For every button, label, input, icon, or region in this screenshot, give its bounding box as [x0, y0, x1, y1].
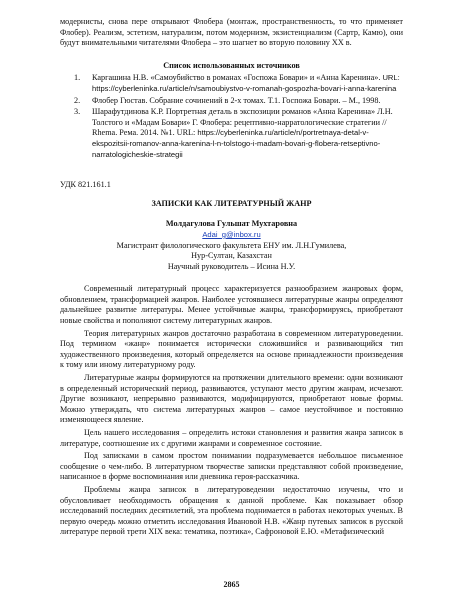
author-location: Нур-Султан, Казахстан: [191, 251, 272, 261]
body-paragraph: Теория литературных жанров достаточно разработана в современном литературоведении. Под термином «жанр» понимается исторически сложившийся и развивающийся тип художественного произведения, который определяется на основе принадлежности произведения к тому или иному литературному роду.: [60, 328, 403, 370]
reference-item-2: [74, 95, 403, 107]
intro-paragraph: модернисты, снова пере открывают Флобера (монтаж, пространственность, то что применяет Флобер). Реализм, эстетизм, натурализм, потом модернизм, экзистенциализм (Сартр, Камю), они будут внимательными читателями Флобера – это шагнет во вторую половину XX в.: [60, 17, 403, 48]
reference-text: Флобер Гюстав. Собрание сочинений в 2-х томах. Т.1. Госпожа Бовари. – М., 1998.: [92, 95, 381, 105]
reference-url[interactable]: https://cyberleninka.ru/article/n/portretnaya-detal-v-ekspozitsii-romanov-anna-karenina-l-n-tolstogo-i-madam-bovari-g-flobera-retseptivno-narratologicheskie-strategii: [92, 128, 381, 159]
reference-item-1: [74, 73, 403, 94]
references-heading: Список использованных источников: [163, 60, 300, 70]
article-author: Молдагулова Гульшат Мухтаровна: [165, 219, 298, 229]
references-list: [60, 73, 403, 160]
page-number: 2865: [223, 580, 240, 589]
body-paragraph: Литературные жанры формируются на протяжении длительного времени: одни возникают в определенный исторический период, развиваются, уступают место другим жанрам, исчезают. Другие возникают, непрерывно развиваются, модифицируются, приобретают новые формы. Можно утверждать, что система литературных жанров – самое неустойчивое и постоянно изменяющееся явление.: [60, 373, 403, 425]
author-affiliation: Магистрант филологического факультета ЕНУ им. Л.Н.Гумилева,: [116, 240, 347, 250]
article-title: ЗАПИСКИ КАК ЛИТЕРАТУРНЫЙ ЖАНР: [151, 198, 312, 208]
body-paragraph: Проблемы жанра записок в литературоведении недостаточно изучены, что и обусловливает необходимость обращения к данной проблеме. Как показывает обзор исследований последних десятилетий, эта проблема поднимается в работах некоторых ученых. В первую очередь можно отметить исследования Ивановой Н.В. «Жанр путевых записок в русской литературе первой трети XIX века: тематика, поэтика», Сафроновой Е.Ю. «Метафизический: [60, 484, 403, 537]
author-email-link[interactable]: Adai_g@inbox.ru: [202, 229, 261, 239]
body-paragraph: Цель нашего исследования – определить истоки становления и развития жанра записок в литературе, соотношение их с другими жанрами и современное состояние.: [60, 428, 403, 448]
reference-item-3: [74, 107, 403, 160]
references-section: [60, 61, 403, 160]
author-email-line: [60, 230, 403, 241]
body-paragraph: Под записками в самом простом понимании подразумевается небольшое письменное сообщение о чем-либо. В литературном творчестве записки представляют собой произведение, написанное в форме воспоминания или дневника героя-рассказчика.: [60, 451, 403, 482]
reference-number: 3.: [74, 107, 81, 117]
reference-text: Каргашина Н.В. «Самоубийство в романах «Госпожа Бовари» и «Анна Каренина».: [92, 73, 381, 83]
scientific-supervisor: Научный руководитель – Исина Н.У.: [167, 261, 296, 271]
body-paragraph: Современный литературный процесс характеризуется разнообразием жанровых форм, обновлением, трансформацией жанров. Наиболее устоявшиеся литературные жанры определяют дальнейшее развитие литературы. Менее устойчивые жанры, трансформируясь, приобретают новые свойства и пополняют систему литературных жанров.: [60, 284, 403, 326]
reference-url[interactable]: URL: https://cyberleninka.ru/article/n/samoubiystvo-v-romanah-gospozha-bovari-i-anna-karenina: [92, 73, 400, 93]
reference-text: Шарафутдинова К.Р. Портретная деталь в экспозиции романов «Анна Каренина» Л.Н. Толстого и «Мадам Бовари» Г. Флобера: рецептивно-нарратологические стратегии // Rhema. Рема. 2014. №1. URL:: [92, 107, 393, 138]
reference-number: 1.: [74, 73, 81, 83]
udk-code: УДК 821.161.1: [60, 180, 111, 190]
reference-number: 2.: [74, 95, 81, 105]
